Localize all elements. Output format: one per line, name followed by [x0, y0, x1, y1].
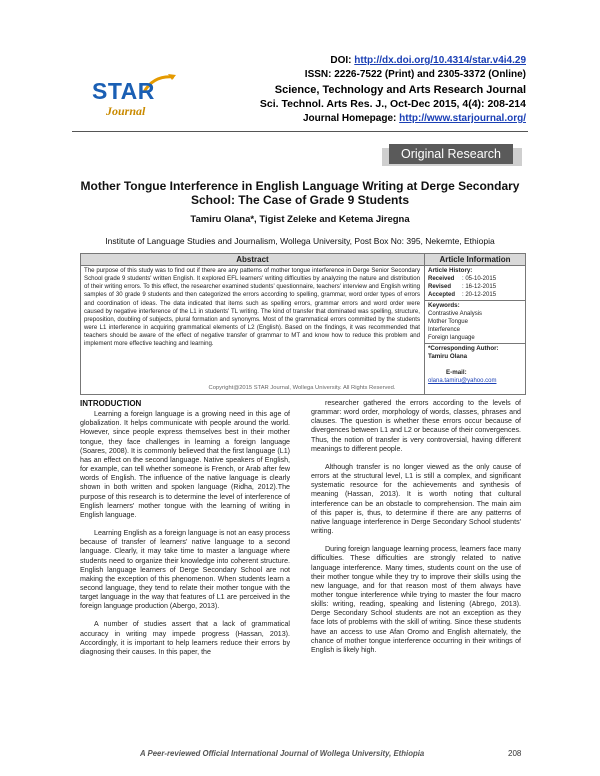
corresponding-name: Tamiru Olana	[428, 353, 468, 360]
info-divider	[425, 300, 526, 301]
keyword-item: Interference	[428, 327, 461, 333]
abstract-text: The purpose of this study was to find out if there are any patterns of mother tongue interference in Derge Senior Secondary School grade 9 students' written English. It explored EFL learners' writing difficulties by analyzing the nature and distribution of their writing errors. To this effect, the researcher examined students' questionnaire, teachers' interview and English writing samples of 30 grade 9 students and then categorized the errors according to spelling, grammar, word order types of errors and coordination of ideas. The data indicated that items such as spelling errors, grammar errors and word order were caused by negative interference of the L1 in students' TL writing. The kind of transfer that dominated was spelling, structure, preposition, doubling of subjects, plural formation and synonyms. Most of the grammatical errors committed by the students were L1 interference in acquiring grammatical elements of L2 (English). Based on the findings, it was recommended that teachers should be aware of the effect of negative transfer of grammar to MT and know how to reduce this problem and implement more effective teaching and learning.	[84, 267, 420, 348]
header-divider	[72, 131, 528, 132]
homepage-label: Journal Homepage:	[303, 113, 400, 124]
issn-line: ISSN: 2226-7522 (Print) and 2305-3372 (Online)	[304, 69, 526, 80]
homepage-line	[303, 113, 526, 124]
author-affiliation: Institute of Language Studies and Journalism, Wollega University, Post Box No: 395, Nekemte, Ethiopia	[105, 236, 495, 246]
article-info-heading: Article Information	[425, 254, 525, 266]
journal-name: Science, Technology and Arts Research Journal	[274, 84, 526, 96]
paragraph: Learning a foreign language is a growing need in this age of globalization. It helps communicate with people around the world. However, since people express themselves best in their mother tongue, they face challenges in learning a foreign language (Soares, 2008). It is commonly believed that the first language (L1) has an effect on the second language. Native speakers of English, for example, can tell whether someone is French, or Arab after few words of English. The influence of the native language is clearly shown in both written and spoken language (Ridha, 2012).The purpose of this research is to determine the level of interference of English learners' mother tongue with the learning of writing in English language.	[80, 410, 290, 519]
table-divider	[424, 254, 425, 394]
keywords-label: Keywords:	[428, 302, 460, 309]
abstract-heading: Abstract	[81, 254, 424, 266]
doi-label: DOI:	[330, 55, 355, 66]
keyword-item: Mother Tongue	[428, 319, 468, 325]
history-row: Received : 05-10-2015	[428, 276, 497, 282]
journal-citation: Sci. Technol. Arts Res. J., Oct-Dec 2015, 4(4): 208-214	[259, 98, 526, 110]
email-link[interactable]: olana.tamiru@yahoo.com	[428, 378, 497, 384]
corresponding-label: *Corresponding Author:	[428, 345, 499, 352]
paragraph: Learning English as a foreign language is not an easy process because of transfer of learners' native language to a second language. Clearly, it may take time to master a language where students need to organize their knowledge into coherent structure. English language learners of Derge Secondary School are not making the exception of this phenomenon. When students learn a second language, they tend to relate their mother tongue with the target language in the way that features of L1 are perceived in the foreign language production (Abergo, 2013).	[80, 529, 290, 611]
paragraph: Although transfer is no longer viewed as the only cause of errors at the structural level, L1 is still a complex, and significant systematic resource for the achievements and synthesis of meaning (Hassan, 2013). It is worth noting that cultural interference can be an obstacle to comprehension. The main aim of this paper is, thus, to determine if there are any patterns of native language interference in Derge Secondary School students' writing.	[311, 462, 521, 536]
copyright-notice: Copyright@2015 STAR Journal, Wollega University. All Rights Reserved.	[208, 385, 396, 391]
article-title: Mother Tongue Interference in English Language Writing at Derge Secondary School: The Case of Grade 9 Students	[80, 179, 520, 207]
keyword-item: Contrastive Analysis	[428, 311, 483, 317]
footer-journal-note: A Peer-reviewed Official International Journal of Wollega University, Ethiopia	[140, 749, 425, 758]
info-divider	[425, 343, 526, 344]
doi-line	[330, 55, 526, 66]
logo-star-text: STAR	[92, 78, 155, 104]
logo-journal-text: Journal	[106, 104, 146, 118]
history-row: Accepted : 20-12-2015	[428, 292, 497, 298]
history-row: Revised : 16-12-2015	[428, 284, 497, 290]
paragraph: During foreign language learning process, learners face many difficulties. These difficulties are strongly related to native language interference. Many times, students count on the use of their mother tongue while they try to improve their skills using the new language, and for that reason most of them always have mother tongue interference while trying to master the four macro skills: writing, reading, speaking and listening (Abrego, 2013). Derge Secondary School students are not an exception as they face lots of problems with the skill of writing. Since these students have an access to use Afan Oromo and English alternately, the chance of mother tongue interference occurring in their writings of English is likely high.	[311, 545, 521, 654]
intro-heading: INTRODUCTION	[80, 399, 142, 408]
right-column	[311, 399, 521, 664]
history-label: Article History:	[428, 267, 473, 274]
keyword-item: Foreign language	[428, 335, 475, 341]
doi-link[interactable]: http://dx.doi.org/10.4314/star.v4i4.29	[354, 55, 526, 66]
paragraph: researcher gathered the errors according to the levels of grammar: word order, morphology of words, classes, phrases and clauses. The question is whether these errors occur because of divergences between L1 and L2 or because of their convergences. Thus, the notion of transfer is very controversial, having different meanings to different people.	[311, 399, 521, 453]
homepage-link[interactable]: http://www.starjournal.org/	[399, 113, 526, 124]
left-column	[80, 399, 290, 666]
article-info	[428, 267, 523, 385]
article-type-badge: Original Research	[389, 144, 513, 164]
article-authors: Tamiru Olana*, Tigist Zeleke and Ketema Jiregna	[190, 214, 410, 225]
page-number: 208	[508, 749, 522, 758]
abstract-table	[80, 253, 526, 395]
paragraph: A number of studies assert that a lack of grammatical accuracy in writing may impede progress (Hassan, 2013). Accordingly, it is important to help learners reduce their errors by diagnosing their causes. In this paper, the	[80, 620, 290, 656]
journal-logo	[92, 74, 172, 122]
email-label: E-mail:	[446, 369, 467, 376]
